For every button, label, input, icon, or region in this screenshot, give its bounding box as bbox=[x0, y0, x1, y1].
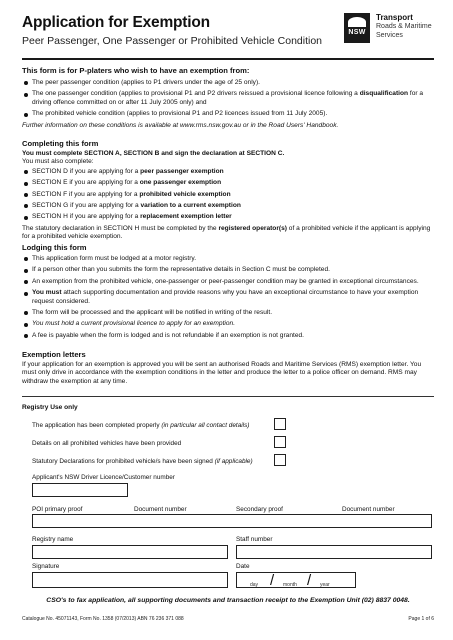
intro-section bbox=[22, 66, 434, 130]
list-item: You must attach supporting documentation and provide reasons why you have an exceptional circumstance to have your exemption request considered. bbox=[22, 289, 434, 306]
list-item: A fee is payable when the form is lodged and is not refundable if an exemption is not granted. bbox=[22, 332, 434, 340]
registry-name-label: Registry name bbox=[32, 536, 74, 543]
statutory-note: The statutory declaration in SECTION H must be completed by the registered operator(s) of a prohibited vehicle if the applicant is applying for a prohibited vehicle exemption. bbox=[22, 224, 431, 241]
header-rule bbox=[22, 58, 434, 60]
letters-section bbox=[22, 350, 434, 386]
list-item: The prohibited vehicle condition (applies to provisional P1 and P2 licences issued from 11 July 2005). bbox=[22, 110, 434, 118]
completing-lead: You must complete SECTION A, SECTION B and sign the declaration at SECTION C. bbox=[22, 150, 285, 157]
completing-section bbox=[22, 139, 434, 242]
signature-field[interactable] bbox=[32, 572, 228, 588]
intro-note: Further information on these conditions is available at www.rms.nsw.gov.au or in the Road Users' Handbook. bbox=[22, 121, 339, 129]
date-slash: / bbox=[307, 572, 312, 589]
check-vehicles-box[interactable] bbox=[274, 436, 286, 448]
date-month-hint: month bbox=[283, 582, 297, 588]
signature-label: Signature bbox=[32, 563, 60, 570]
proof-fields-row[interactable] bbox=[32, 514, 432, 528]
lodging-heading: Lodging this form bbox=[22, 243, 87, 252]
registry-title: Registry Use only bbox=[22, 404, 78, 411]
lodging-section bbox=[22, 243, 434, 343]
footer-catalogue: Catalogue No. 45071143, Form No. 1358 (07/2013) ABN 76 236 371 088 bbox=[22, 616, 184, 622]
list-item: SECTION F if you are applying for a prohibited vehicle exemption bbox=[22, 191, 434, 199]
intro-heading: This form is for P-platers who wish to have an exemption from: bbox=[22, 66, 250, 75]
list-item: SECTION E if you are applying for a one passenger exemption bbox=[22, 179, 434, 187]
footer-page-number: Page 1 of 6 bbox=[408, 616, 434, 622]
staff-number-field[interactable] bbox=[236, 545, 432, 559]
list-item: If a person other than you submits the form the representative details in Section C must be completed. bbox=[22, 266, 434, 274]
poi-primary-label: POI primary proof bbox=[32, 506, 83, 513]
check-complete-box[interactable] bbox=[274, 418, 286, 430]
doc-number-2-label: Document number bbox=[342, 506, 395, 513]
completing-heading: Completing this form bbox=[22, 139, 99, 148]
letters-heading: Exemption letters bbox=[22, 350, 86, 359]
list-item: SECTION D if you are applying for a peer passenger exemption bbox=[22, 168, 434, 176]
list-item: SECTION G if you are applying for a variation to a current exemption bbox=[22, 202, 434, 210]
date-label: Date bbox=[236, 563, 250, 570]
letters-text: If your application for an exemption is approved you will be sent an authorised Roads and Maritime Services (RMS) exemption letter. You must only drive in accordance with the exemption conditions in the letter and produce the letter to a police officer on demand. RMS may withdraw the exemption at any time. bbox=[22, 361, 422, 385]
section-divider bbox=[22, 396, 434, 397]
date-day-hint: day bbox=[250, 582, 259, 588]
nsw-waratah-icon: NSW bbox=[344, 13, 370, 43]
date-year-hint: year bbox=[320, 582, 330, 588]
check-label-vehicles: Details on all prohibited vehicles have been provided bbox=[32, 440, 182, 447]
registry-name-field[interactable] bbox=[32, 545, 228, 559]
form-subtitle: Peer Passenger, One Passenger or Prohibited Vehicle Condition bbox=[22, 35, 323, 47]
cso-fax-note: CSO's to fax application, all supporting documents and transaction receipt to the Exemption Unit (02) 8837 0048. bbox=[46, 597, 410, 604]
list-item: The one passenger condition (applies to provisional P1 and P2 drivers reissued a provisional licence following a disqualification for a driving offence committed on or after 11 July 2005 only) and bbox=[22, 90, 434, 107]
check-label-declarations: Statutory Declarations for prohibited vehicle/s have been signed (if applicable) bbox=[32, 458, 253, 465]
form-header bbox=[22, 14, 434, 58]
secondary-proof-label: Secondary proof bbox=[236, 506, 283, 513]
form-title: Application for Exemption bbox=[22, 14, 210, 31]
date-slash: / bbox=[270, 572, 275, 589]
completing-also: You must also complete: bbox=[22, 158, 94, 166]
check-declarations-box[interactable] bbox=[274, 454, 286, 466]
list-item: The form will be processed and the applicant will be notified in writing of the result. bbox=[22, 309, 434, 317]
check-label-complete: The application has been completed properly (in particular all contact details) bbox=[32, 422, 250, 429]
list-item: An exemption from the prohibited vehicle, one-passenger or peer-passenger condition may be granted in exceptional circumstances. bbox=[22, 278, 434, 286]
page-footer bbox=[22, 616, 434, 622]
licence-number-field[interactable] bbox=[32, 483, 128, 497]
transport-nsw-logo: NSW Transport Roads & Maritime Services bbox=[344, 13, 436, 47]
doc-number-1-label: Document number bbox=[134, 506, 187, 513]
licence-label: Applicant's NSW Driver Licence/Customer number bbox=[32, 474, 175, 481]
list-item: You must hold a current provisional licence to apply for an exemption. bbox=[22, 320, 434, 328]
list-item: The peer passenger condition (applies to P1 drivers under the age of 25 only). bbox=[22, 79, 434, 87]
list-item: SECTION H if you are applying for a replacement exemption letter bbox=[22, 213, 434, 221]
staff-number-label: Staff number bbox=[236, 536, 273, 543]
list-item: This application form must be lodged at a motor registry. bbox=[22, 255, 434, 263]
